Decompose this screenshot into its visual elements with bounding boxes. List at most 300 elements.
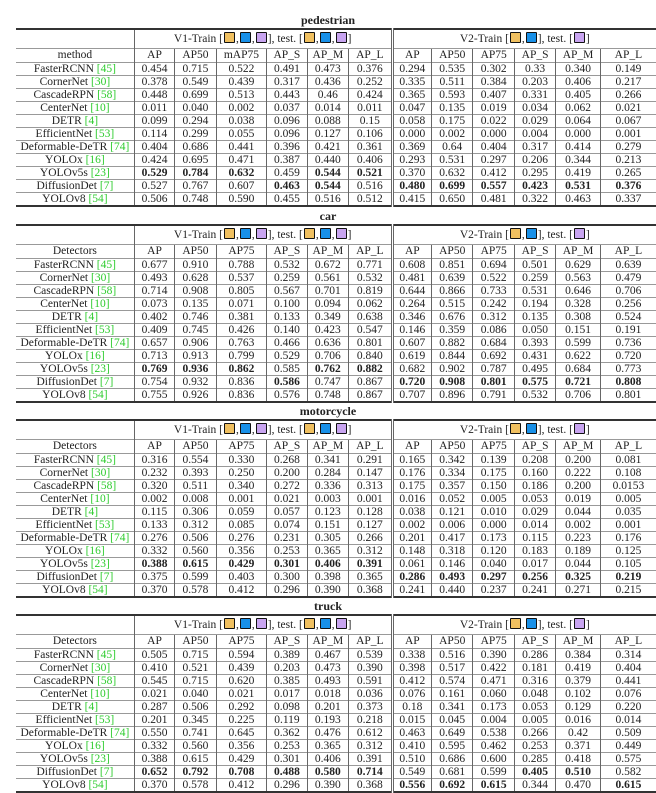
table-row (16, 376, 656, 389)
citation-link[interactable]: [53] (95, 128, 115, 140)
table-row (16, 350, 656, 363)
v2-value-cell: 0.129 (556, 701, 600, 714)
v1-value-cell: 0.819 (349, 285, 393, 298)
v1-value-cell: 0.913 (175, 350, 216, 363)
citation-link[interactable]: [53] (95, 324, 115, 336)
v2-value-cell: 0.575 (514, 376, 555, 389)
detector-name: CenterNet (40, 493, 88, 505)
v2-value-cell: 0.337 (600, 193, 656, 207)
v1-value-cell: 0.463 (267, 180, 307, 193)
v2-value-cell: 0.650 (432, 193, 473, 207)
citation-link[interactable]: [30] (91, 272, 111, 284)
citation-link[interactable]: [16] (85, 350, 105, 362)
group-header-text: V1-Train [ (173, 424, 223, 436)
v1-value-cell: 0.429 (216, 753, 267, 766)
v1-value-cell: 0.560 (175, 545, 216, 558)
table-row (16, 467, 656, 480)
v1-value-cell: 0.114 (134, 128, 174, 141)
column-header-v1: AP_S (267, 49, 307, 63)
citation-link[interactable]: [45] (96, 649, 116, 661)
v2-value-cell: 0.295 (514, 167, 555, 180)
legend-swatch-purple-icon (574, 228, 585, 239)
v2-value-cell: 0.318 (432, 545, 473, 558)
v2-value-cell: 0.203 (514, 76, 555, 89)
detector-name: EfficientNet (35, 128, 93, 140)
v1-value-cell: 0.554 (175, 454, 216, 467)
v1-value-cell: 0.448 (134, 89, 174, 102)
v2-value-cell: 0.684 (473, 337, 514, 350)
v2-value-cell: 0.479 (600, 272, 656, 285)
v1-value-cell: 0.926 (175, 389, 216, 403)
v1-value-cell: 0.607 (216, 180, 267, 193)
detector-name-cell (16, 259, 134, 272)
column-header-v2: AP75 (473, 49, 514, 63)
v2-value-cell: 0.342 (432, 454, 473, 467)
citation-link[interactable]: [58] (97, 675, 117, 687)
v2-value-cell: 0.328 (556, 298, 600, 311)
v1-value-cell: 0.882 (349, 363, 393, 376)
v1-value-cell: 0.436 (307, 76, 348, 89)
citation-link[interactable]: [74] (110, 727, 130, 739)
v2-value-cell: 0.016 (556, 714, 600, 727)
citation-link[interactable]: [7] (99, 180, 114, 192)
v2-value-cell: 0.005 (514, 714, 555, 727)
column-header-v2: AP_M (556, 49, 600, 63)
v2-value-cell: 0.019 (473, 102, 514, 115)
v1-value-cell: 0.294 (175, 115, 216, 128)
detector-name: YOLOv5s (39, 558, 88, 570)
v1-value-cell: 0.106 (349, 128, 393, 141)
v1-value-cell: 0.476 (307, 727, 348, 740)
citation-link[interactable]: [58] (97, 285, 117, 297)
v1-value-cell: 0.549 (175, 76, 216, 89)
table-row (16, 76, 656, 89)
table-row (16, 259, 656, 272)
v1-value-cell: 0.330 (216, 454, 267, 467)
v2-value-cell: 0.787 (473, 363, 514, 376)
v1-value-cell: 0.341 (307, 454, 348, 467)
table-row (16, 154, 656, 167)
group-header-text: ], test. [ (267, 33, 303, 45)
v2-value-cell: 0.694 (473, 259, 514, 272)
detector-name: CenterNet (40, 688, 88, 700)
v1-train-header: V1-Train [ , , ], test. [ , , ] (134, 225, 392, 245)
citation-link[interactable]: [54] (88, 779, 108, 791)
detector-name: YOLOv5s (39, 753, 88, 765)
table-row (16, 454, 656, 467)
v1-value-cell: 0.539 (349, 649, 393, 662)
v2-value-cell: 0.004 (514, 128, 555, 141)
detector-name-cell (16, 376, 134, 389)
v1-value-cell: 0.361 (349, 141, 393, 154)
v1-value-cell: 0.567 (267, 285, 307, 298)
v1-value-cell: 0.040 (175, 102, 216, 115)
table-row (16, 571, 656, 584)
column-header-v2: AP_S (514, 245, 555, 259)
v2-value-cell: 0.501 (514, 259, 555, 272)
v2-value-cell: 0.575 (600, 753, 656, 766)
column-header-v1: AP50 (175, 635, 216, 649)
citation-link[interactable]: [4] (84, 506, 99, 518)
group-header-text: ], test. [ (267, 424, 303, 436)
v2-value-cell: 0.340 (556, 63, 600, 76)
v1-value-cell: 0.747 (307, 376, 348, 389)
legend-swatch-purple-icon (574, 618, 585, 629)
legend-swatch-orange-icon (224, 228, 235, 239)
citation-link[interactable]: [53] (95, 519, 115, 531)
citation-link[interactable]: [45] (96, 63, 116, 75)
v1-value-cell: 0.527 (134, 180, 174, 193)
v1-value-cell: 0.340 (216, 480, 267, 493)
v1-value-cell: 0.218 (349, 714, 393, 727)
v2-value-cell: 0.33 (514, 63, 555, 76)
v2-value-cell: 0.108 (600, 467, 656, 480)
citation-link[interactable]: [16] (85, 740, 105, 752)
v1-value-cell: 0.391 (349, 753, 393, 766)
v2-train-header: V2-Train [ , ], test. [ ] (392, 29, 656, 49)
v1-value-cell: 0.021 (216, 688, 267, 701)
detector-name-cell (16, 753, 134, 766)
column-header-v1: AP75 (216, 440, 267, 454)
v1-value-cell: 0.423 (307, 324, 348, 337)
v1-value-cell: 0.312 (349, 740, 393, 753)
v1-value-cell: 0.652 (134, 766, 174, 779)
citation-link[interactable]: [7] (99, 571, 114, 583)
table-row (16, 63, 656, 76)
v1-value-cell: 0.096 (267, 128, 307, 141)
column-header-row (16, 245, 656, 259)
v1-value-cell: 0.511 (175, 480, 216, 493)
v2-value-cell: 0.044 (556, 506, 600, 519)
v2-value-cell: 0.0153 (600, 480, 656, 493)
results-table (16, 614, 656, 793)
column-header-v1: AP (134, 440, 174, 454)
group-header-text: ], test. [ (537, 619, 573, 631)
table-row (16, 115, 656, 128)
detector-name-cell (16, 662, 134, 675)
citation-link[interactable]: [4] (84, 701, 99, 713)
v2-value-cell: 0.139 (473, 454, 514, 467)
v2-value-cell: 0.379 (556, 675, 600, 688)
v2-value-cell: 0.160 (514, 467, 555, 480)
table-row (16, 180, 656, 193)
v2-value-cell: 0.441 (600, 675, 656, 688)
v1-value-cell: 0.001 (349, 493, 393, 506)
column-header-v1: AP_S (267, 245, 307, 259)
v1-value-cell: 0.320 (134, 480, 174, 493)
v1-value-cell: 0.119 (267, 714, 307, 727)
citation-link[interactable]: [30] (91, 76, 111, 88)
citation-link[interactable]: [7] (99, 766, 114, 778)
citation-link[interactable]: [4] (84, 311, 99, 323)
v1-value-cell: 0.398 (307, 571, 348, 584)
v2-value-cell: 0.692 (473, 350, 514, 363)
table-row (16, 493, 656, 506)
v2-value-cell: 0.369 (392, 141, 431, 154)
column-header-v1: AP_M (307, 49, 348, 63)
v1-value-cell: 0.612 (349, 727, 393, 740)
v2-value-cell: 0.510 (556, 766, 600, 779)
table-row (16, 298, 656, 311)
v1-value-cell: 0.686 (175, 141, 216, 154)
legend-swatch-orange-icon (224, 32, 235, 43)
v2-value-cell: 0.165 (392, 454, 431, 467)
v1-value-cell: 0.512 (349, 193, 393, 207)
detector-name-cell (16, 141, 134, 154)
v1-value-cell: 0.15 (349, 115, 393, 128)
citation-link[interactable]: [30] (91, 662, 111, 674)
column-header-v1: AP50 (175, 49, 216, 63)
v2-value-cell: 0.682 (392, 363, 431, 376)
detector-name-cell (16, 714, 134, 727)
v2-value-cell: 0.081 (600, 454, 656, 467)
citation-link[interactable]: [23] (90, 558, 110, 570)
citation-link[interactable]: [16] (85, 545, 105, 557)
section-truck (16, 594, 656, 793)
citation-link[interactable]: [16] (85, 154, 105, 166)
v1-value-cell: 0.393 (175, 467, 216, 480)
legend-swatch-purple-icon (336, 423, 347, 434)
citation-link[interactable]: [30] (91, 467, 111, 479)
v1-value-cell: 0.002 (216, 102, 267, 115)
v2-value-cell: 0.086 (473, 324, 514, 337)
detector-name-cell (16, 89, 134, 102)
legend-swatch-orange-icon (224, 423, 235, 434)
v1-value-cell: 0.073 (134, 298, 174, 311)
v1-value-cell: 0.390 (307, 779, 348, 793)
v2-value-cell: 0.615 (600, 779, 656, 793)
v1-value-cell: 0.370 (134, 584, 174, 598)
v1-value-cell: 0.672 (307, 259, 348, 272)
v2-value-cell: 0.686 (432, 753, 473, 766)
citation-link[interactable]: [74] (110, 532, 130, 544)
v1-value-cell: 0.362 (267, 727, 307, 740)
group-header-text: ], test. [ (267, 619, 303, 631)
v1-value-cell: 0.037 (267, 102, 307, 115)
v2-value-cell: 0.419 (556, 167, 600, 180)
citation-link[interactable]: [10] (90, 688, 110, 700)
v1-value-cell: 0.836 (216, 389, 267, 403)
table-row (16, 89, 656, 102)
detector-name-cell (16, 727, 134, 740)
v1-value-cell: 0.544 (307, 167, 348, 180)
v2-value-cell: 0.334 (432, 467, 473, 480)
detector-name: CenterNet (40, 102, 88, 114)
v2-value-cell: 0.404 (600, 662, 656, 675)
v2-value-cell: 0.595 (432, 740, 473, 753)
v1-value-cell: 0.421 (307, 141, 348, 154)
v2-value-cell: 0.629 (556, 259, 600, 272)
detector-name-cell (16, 506, 134, 519)
v1-value-cell: 0.632 (216, 167, 267, 180)
citation-link[interactable]: [23] (90, 753, 110, 765)
v1-train-header: V1-Train [ , , ], test. [ , , ] (134, 615, 392, 635)
table-row (16, 506, 656, 519)
v2-value-cell: 0.014 (514, 519, 555, 532)
v1-value-cell: 0.578 (175, 779, 216, 793)
v2-value-cell: 0.736 (600, 337, 656, 350)
v2-value-cell: 0.005 (473, 493, 514, 506)
v1-value-cell: 0.332 (134, 545, 174, 558)
v1-value-cell: 0.059 (216, 506, 267, 519)
v1-value-cell: 0.296 (267, 584, 307, 598)
detector-name: YOLOv8 (42, 779, 86, 791)
v2-value-cell: 0.058 (392, 115, 431, 128)
v2-value-cell: 0.312 (473, 311, 514, 324)
citation-link[interactable]: [74] (110, 337, 130, 349)
v2-value-cell: 0.639 (432, 272, 473, 285)
citation-link[interactable]: [10] (90, 493, 110, 505)
blank-cell (16, 29, 134, 49)
detector-name-cell (16, 649, 134, 662)
v2-value-cell: 0.002 (556, 519, 600, 532)
v2-value-cell: 0.044 (556, 558, 600, 571)
v2-value-cell: 0.615 (473, 779, 514, 793)
detector-name: EfficientNet (35, 519, 93, 531)
v1-value-cell: 0.591 (349, 675, 393, 688)
v1-value-cell: 0.055 (216, 128, 267, 141)
citation-link[interactable]: [74] (110, 141, 130, 153)
v2-value-cell: 0.149 (600, 63, 656, 76)
column-header-v2: AP75 (473, 245, 514, 259)
citation-link[interactable]: [53] (95, 714, 115, 726)
group-header-text: ] (585, 424, 590, 436)
citation-link[interactable]: [58] (97, 480, 117, 492)
v2-value-cell: 0.115 (514, 532, 555, 545)
citation-link[interactable]: [23] (90, 363, 110, 375)
v2-value-cell: 0.271 (556, 584, 600, 598)
column-header-v2: AP (392, 49, 431, 63)
column-header-row (16, 635, 656, 649)
citation-link[interactable]: [58] (97, 89, 117, 101)
table-row (16, 519, 656, 532)
detector-name-cell (16, 128, 134, 141)
v1-value-cell: 0.441 (216, 141, 267, 154)
v1-value-cell: 0.426 (216, 324, 267, 337)
v2-value-cell: 0.405 (514, 766, 555, 779)
table-row (16, 740, 656, 753)
column-header-v2: AP_M (556, 245, 600, 259)
group-header-text: V2-Train [ (459, 33, 509, 45)
citation-link[interactable]: [4] (84, 115, 99, 127)
v1-value-cell: 0.140 (267, 324, 307, 337)
v1-value-cell: 0.071 (216, 298, 267, 311)
v2-value-cell: 0.493 (432, 571, 473, 584)
v2-value-cell: 0.64 (432, 141, 473, 154)
v2-value-cell: 0.019 (556, 493, 600, 506)
table-row (16, 480, 656, 493)
v2-value-cell: 0.531 (432, 154, 473, 167)
citation-link[interactable]: [45] (96, 259, 116, 271)
v2-value-cell: 0.522 (473, 272, 514, 285)
v1-value-cell: 0.096 (267, 115, 307, 128)
legend-swatch-orange-icon (510, 32, 521, 43)
v1-value-cell: 0.231 (267, 532, 307, 545)
v2-value-cell: 0.593 (432, 89, 473, 102)
detector-name: CornerNet (39, 76, 89, 88)
column-header-method: Detectors (16, 245, 134, 259)
citation-link[interactable]: [54] (88, 193, 108, 205)
column-header-v2: AP (392, 440, 431, 454)
v1-value-cell: 0.788 (216, 259, 267, 272)
v2-value-cell: 0.646 (556, 285, 600, 298)
column-header-v2: AP50 (432, 440, 473, 454)
detector-name: DETR (51, 115, 82, 127)
table-row (16, 701, 656, 714)
legend-swatch-purple-icon (256, 423, 267, 434)
v1-train-header: V1-Train [ , , ], test. [ , , ] (134, 29, 392, 49)
v1-value-cell: 0.356 (216, 740, 267, 753)
v1-value-cell: 0.151 (307, 519, 348, 532)
citation-link[interactable]: [54] (88, 389, 108, 401)
v1-value-cell: 0.276 (134, 532, 174, 545)
v2-value-cell: 0.417 (432, 532, 473, 545)
v2-value-cell: 0.509 (600, 727, 656, 740)
v2-value-cell: 0.206 (514, 154, 555, 167)
column-header-v2: AP_S (514, 635, 555, 649)
v1-value-cell: 0.708 (216, 766, 267, 779)
group-header-text: ] (347, 229, 352, 241)
v2-value-cell: 0.076 (600, 688, 656, 701)
v2-train-header: V2-Train [ , ], test. [ ] (392, 225, 656, 245)
v1-value-cell: 0.203 (267, 662, 307, 675)
v2-value-cell: 0.150 (473, 480, 514, 493)
citation-link[interactable]: [10] (90, 298, 110, 310)
v2-value-cell: 0.720 (392, 376, 431, 389)
citation-link[interactable]: [23] (90, 167, 110, 179)
legend-swatch-blue-icon (526, 32, 537, 43)
v1-value-cell: 0.127 (349, 519, 393, 532)
v1-value-cell: 0.292 (216, 701, 267, 714)
legend-swatch-blue-icon (526, 423, 537, 434)
v2-value-cell: 0.404 (473, 141, 514, 154)
v2-value-cell: 0.000 (556, 128, 600, 141)
v2-value-cell: 0.462 (473, 740, 514, 753)
v1-value-cell: 0.46 (307, 89, 348, 102)
section-title: motorcycle (299, 404, 357, 418)
v1-value-cell: 0.599 (175, 571, 216, 584)
blank-cell (16, 420, 134, 440)
citation-link[interactable]: [45] (96, 454, 116, 466)
citation-link[interactable]: [7] (99, 376, 114, 388)
v2-value-cell: 0.431 (514, 350, 555, 363)
v2-value-cell: 0.200 (556, 480, 600, 493)
legend-swatch-blue-icon (240, 618, 251, 629)
v1-value-cell: 0.767 (175, 180, 216, 193)
v2-value-cell: 0.423 (514, 180, 555, 193)
citation-link[interactable]: [54] (88, 584, 108, 596)
v2-value-cell: 0.407 (473, 89, 514, 102)
v1-value-cell: 0.799 (216, 350, 267, 363)
citation-link[interactable]: [10] (90, 102, 110, 114)
column-header-v1: AP (134, 49, 174, 63)
v1-value-cell: 0.439 (216, 662, 267, 675)
section-title: car (319, 209, 337, 223)
v1-value-cell: 0.100 (267, 298, 307, 311)
v2-value-cell: 0.344 (514, 779, 555, 793)
v2-value-cell: 0.733 (473, 285, 514, 298)
v1-value-cell: 0.491 (267, 63, 307, 76)
detector-name-cell (16, 337, 134, 350)
v2-value-cell: 0.223 (556, 532, 600, 545)
v1-value-cell: 0.376 (349, 63, 393, 76)
v1-value-cell: 0.545 (134, 675, 174, 688)
v2-value-cell: 0.175 (432, 115, 473, 128)
v2-value-cell: 0.365 (392, 89, 431, 102)
v1-value-cell: 0.516 (307, 193, 348, 207)
v1-value-cell: 0.098 (267, 701, 307, 714)
v2-value-cell: 0.481 (392, 272, 431, 285)
